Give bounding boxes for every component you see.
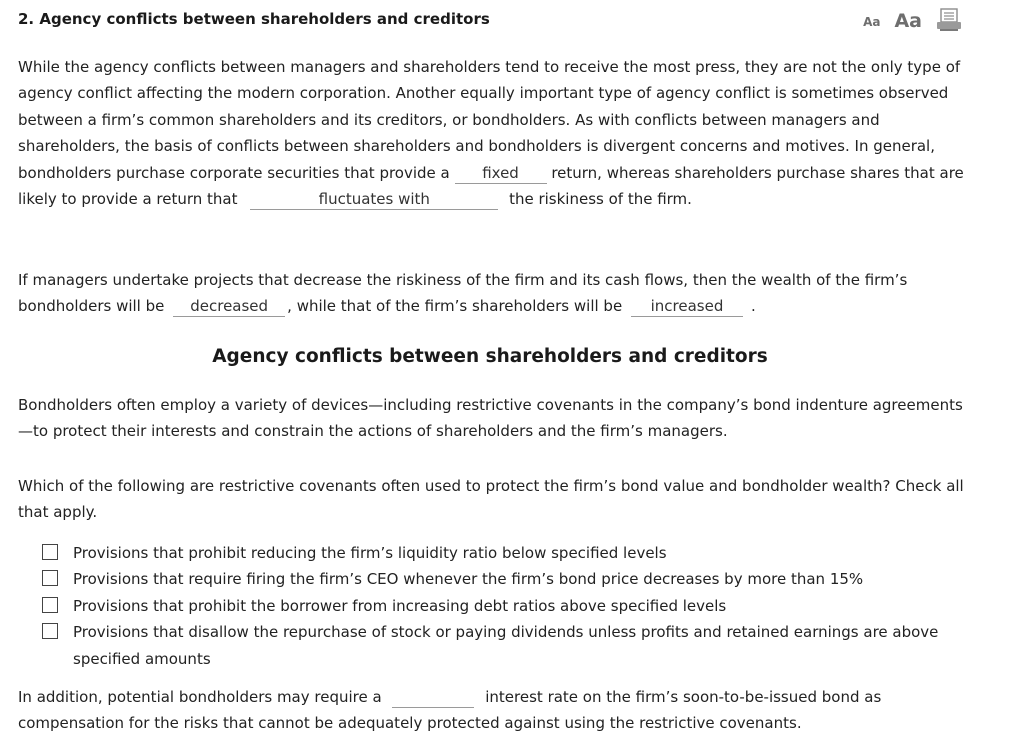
paragraph-question: Which of the following are restrictive covenants often used to protect the firm’s bond value and bondholder wealth? Check all that apply. (18, 477, 964, 522)
checkbox[interactable] (42, 623, 58, 639)
paragraph-interest-text-1: In addition, potential bondholders may require a (18, 688, 382, 706)
checkbox[interactable] (42, 544, 58, 560)
question-title: 2. Agency conflicts between shareholders and creditors (18, 10, 490, 28)
font-size-large-button[interactable]: Aa (894, 10, 922, 32)
paragraph-wealth (18, 267, 968, 320)
checklist-item-label: Provisions that require firing the firm’s CEO whenever the firm’s bond price decreases by more than 15% (73, 570, 864, 589)
blank-dropdown-fluctuates[interactable]: fluctuates with (250, 190, 498, 210)
paragraph-intro-text-1: While the agency conflicts between managers and shareholders tend to receive the most press, they are not the only type of agency conflict affecting the modern corporation. Another equally important type of agency conflict is sometimes observed between a firm’s common shareholders and its creditors, or bondholders. As with conflicts between managers and shareholders, the basis of conflicts between shareholders and bondholders is divergent concerns and motives. In general, bondholders purchase corporate securities that provide a (18, 58, 961, 182)
section-heading: Agency conflicts between shareholders and creditors (212, 346, 768, 367)
paragraph-wealth-text-2: , while that of the firm’s shareholders will be (287, 297, 623, 316)
font-size-small-button[interactable]: Aa (863, 15, 881, 29)
checklist-item-label: Provisions that disallow the repurchase of stock or paying dividends unless profits and retained earnings are above specified amounts (73, 623, 939, 668)
checkbox[interactable] (42, 597, 58, 613)
covenant-checklist (42, 540, 972, 672)
checklist-item[interactable] (42, 619, 972, 672)
print-icon[interactable] (936, 8, 962, 32)
checkbox[interactable] (42, 570, 58, 586)
paragraph-intro-text-3: the riskiness of the firm. (509, 190, 692, 209)
blank-dropdown-fixed[interactable]: fixed (455, 164, 547, 184)
blank-dropdown-shareholder-wealth[interactable]: increased (631, 297, 743, 317)
paragraph-interest-text-2: interest rate on the firm’s soon-to-be-issued bond as compensation for the risks that cannot be adequately protected against using the restrictive covenants. (18, 688, 882, 733)
toolbar (863, 8, 962, 32)
paragraph-intro (18, 54, 968, 212)
checklist-item-label: Provisions that prohibit reducing the firm’s liquidity ratio below specified levels (73, 544, 667, 562)
checklist-item[interactable] (42, 593, 972, 619)
paragraph-interest (18, 684, 968, 737)
blank-dropdown-interest-rate[interactable] (392, 688, 474, 708)
paragraph-wealth-text-1: If managers undertake projects that decrease the riskiness of the firm and its cash flows, then the wealth of the firm’s bondholders will be (18, 271, 908, 316)
paragraph-devices: Bondholders often employ a variety of devices—including restrictive covenants in the company’s bond indenture agreements—to protect their interests and constrain the actions of shareholders and the firm’s managers. (18, 396, 963, 441)
checklist-item[interactable] (42, 566, 972, 592)
paragraph-wealth-text-3: . (750, 297, 756, 316)
checklist-item[interactable] (42, 540, 972, 566)
checklist-item-label: Provisions that prohibit the borrower from increasing debt ratios above specified levels (73, 596, 727, 615)
blank-dropdown-bondholder-wealth[interactable]: decreased (173, 297, 285, 317)
paragraph-intro-text-2: return, whereas shareholders purchase shares that are likely to provide a return that (18, 163, 964, 209)
